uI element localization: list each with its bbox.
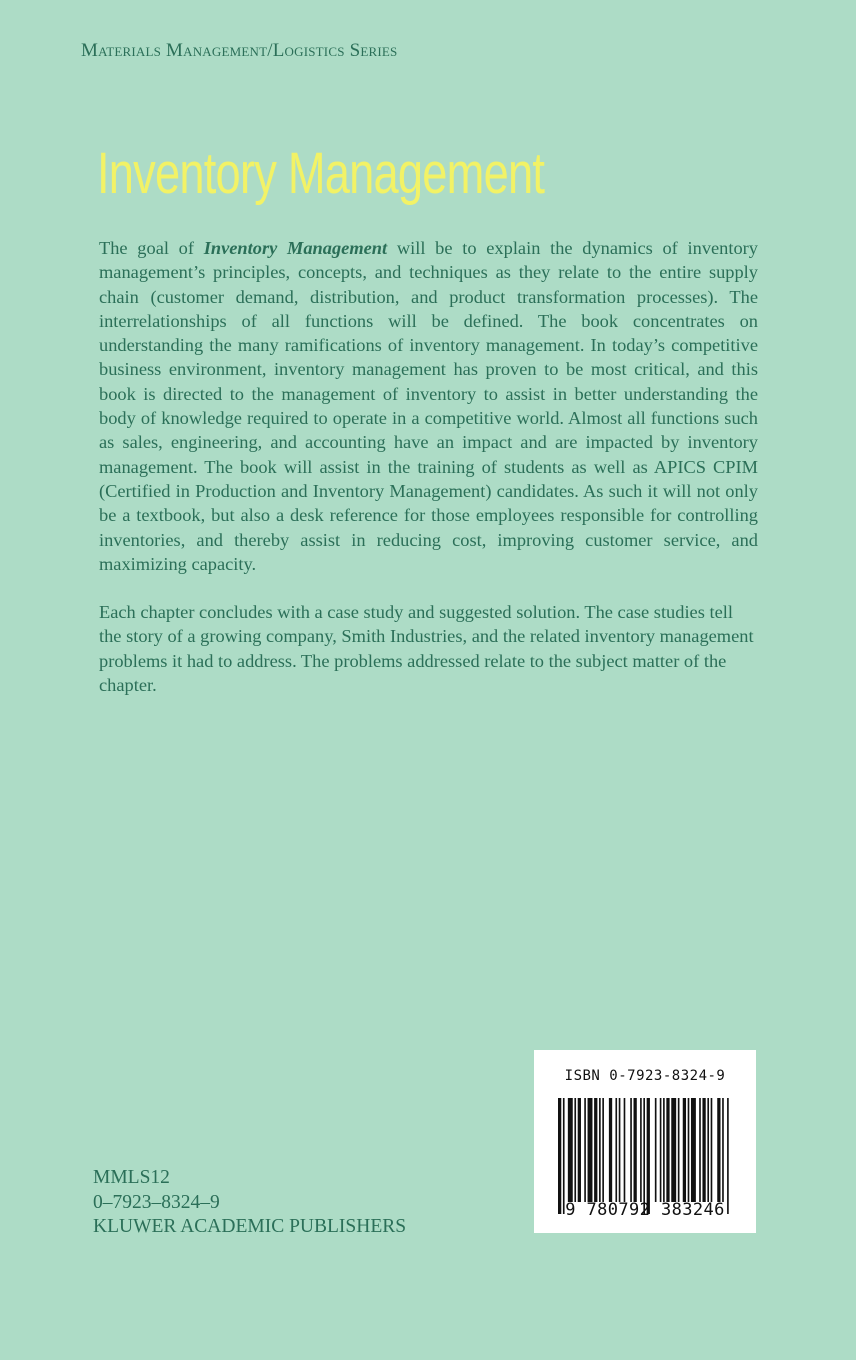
- barcode-bar: [584, 1098, 586, 1202]
- series-code: MMLS12: [93, 1167, 170, 1188]
- barcode-bar: [588, 1098, 593, 1202]
- imprint: [93, 1166, 406, 1240]
- barcode-bar: [727, 1098, 729, 1214]
- book-title: Inventory Management: [97, 141, 545, 206]
- barcode-bar: [630, 1098, 632, 1202]
- barcode-bar: [660, 1098, 662, 1202]
- barcode-bar: [688, 1098, 690, 1202]
- barcode-bar: [615, 1098, 617, 1202]
- barcode-bar: [717, 1098, 720, 1202]
- barcode-bar: [699, 1098, 701, 1202]
- barcode-bar: [609, 1098, 612, 1202]
- barcode-isbn-label: ISBN 0-7923-8324-9: [564, 1068, 726, 1084]
- barcode-bar: [624, 1098, 626, 1202]
- paragraph-rest: will be to explain the dynamics of inventory management’s principles, concepts, and techniques as they relate to the entire supply chain (customer demand, distribution, and product transformation processes). The interrelationships of all functions will be defined. The book concentrates on understanding the many ramifications of inventory management. In today’s competitive business environment, inventory management has proven to be most critical, and this book is directed to the management of inventory to assist in better understanding the body of knowledge required to operate in a competitive world. Almost all functions such as sales, engineering, and accounting have an impact and are impacted by inventory management. The book will assist in the training of students as well as APICS CPIM (Certified in Production and Inventory Management) candidates. As such it will not only be a textbook, but also a desk reference for those employees responsible for controlling inventories, and thereby assist in reducing cost, improving customer service, and maximizing capacity.: [99, 238, 759, 574]
- barcode-bar: [558, 1098, 561, 1214]
- publisher-name: KLUWER ACADEMIC PUBLISHERS: [93, 1216, 407, 1237]
- barcode-bar: [707, 1098, 709, 1202]
- description-paragraph-2: Each chapter concludes with a case study and suggested solution. The case studies tell the story of a growing company, Smith Industries, and the related inventory management problems it had to address. The problems addressed relate to the subject matter of the chapter.: [99, 602, 754, 696]
- barcode-bar: [655, 1098, 657, 1202]
- barcode-bar: [634, 1098, 637, 1202]
- barcode-bar: [599, 1098, 601, 1202]
- barcode-bar: [678, 1098, 680, 1202]
- barcode-bar: [663, 1098, 665, 1202]
- barcode-bar: [640, 1098, 642, 1202]
- barcode-panel: [534, 1050, 756, 1233]
- barcode-bar: [594, 1098, 597, 1202]
- barcode-bar: [711, 1098, 713, 1202]
- barcode-bar: [574, 1098, 576, 1202]
- barcode-bar: [683, 1098, 686, 1202]
- title-emphasis: Inventory Management: [203, 238, 388, 258]
- barcode-bar: [647, 1098, 650, 1214]
- series-name: Materials Management/Logistics Series: [81, 40, 398, 61]
- barcode-bar: [619, 1098, 621, 1202]
- barcode-bar: [568, 1098, 573, 1202]
- barcode-bar: [578, 1098, 581, 1202]
- paragraph-lead: The goal of: [99, 238, 204, 258]
- barcode-bar: [702, 1098, 705, 1202]
- barcode-bar: [563, 1098, 565, 1214]
- barcode-bar: [602, 1098, 604, 1202]
- barcode-image: [558, 1098, 732, 1214]
- barcode-digits: 9 780792 383246: [565, 1200, 725, 1220]
- description: [99, 236, 758, 721]
- barcode-bar: [691, 1098, 696, 1202]
- barcode-bar: [666, 1098, 669, 1202]
- barcode-bar: [643, 1098, 645, 1214]
- isbn-text: 0–7923–8324–9: [93, 1191, 220, 1213]
- barcode-bar: [722, 1098, 724, 1202]
- description-paragraph-1: [99, 236, 758, 576]
- barcode-bar: [671, 1098, 676, 1202]
